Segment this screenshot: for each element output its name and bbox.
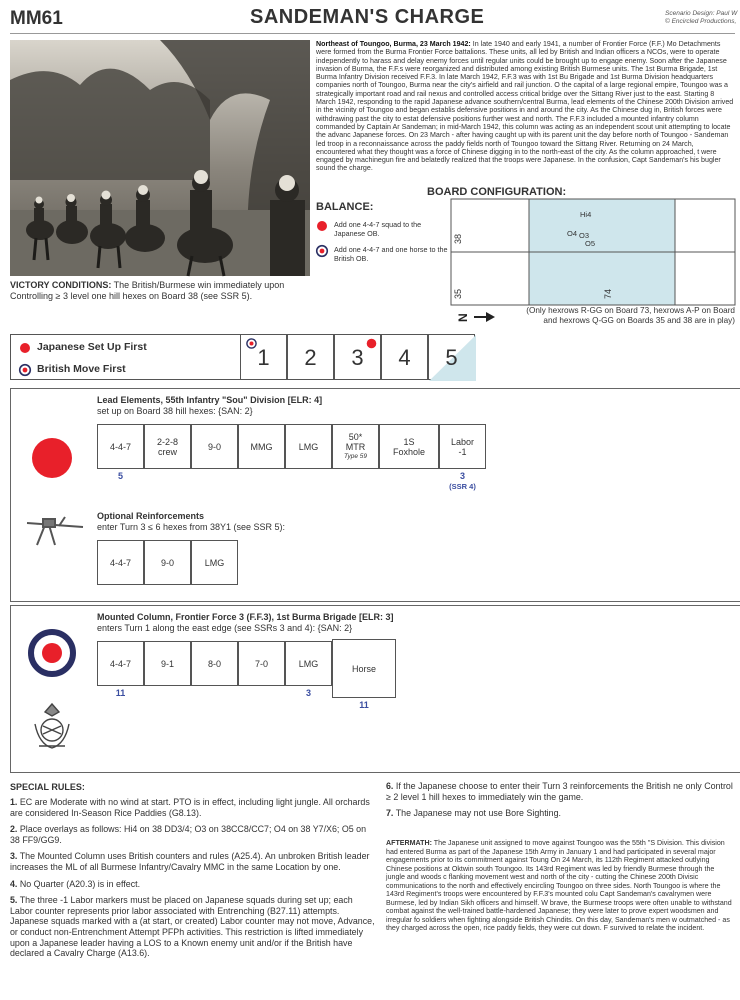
japanese-ob-setup: set up on Board 38 hill hexes: {SAN: 2} [97, 406, 253, 416]
counter-label: 9-0 [207, 441, 221, 452]
aftermath-body: The Japanese unit assigned to move against Toungoo was the 55th "S Division. This division had entered Burma as part of the Japanese 15th Army in January 1 and had participated in several major engagements prior to its commitment against Toung On 24 March, its 112th Regiment attacked outlying Chinese positions at Oktwin south Toungoo. Its 143rd Regiment was led by friendly Burmese through the jungle and woods c flanking movement west and north of the city - cutting the Chinese 200th Divisic communications to the north and effectively encircling Toungoo on three sides. North Toungoo is where the 143rd Regiment's troops were encountered by F.F.3's mounted colu Capt Sandeman's cavalrymen were Burmese, led by Indian Sikh officers and himself. W brave, the Burmese troops were often unable to withstand combat against the well-trained battle-hardened Japanese; they were later to prove expert woodsmen and irregular fo soldiers when fighting alongside British Chindits. On this day, Sandeman's men w outmatched - as they charged across the open, rice paddy fields, they were cut down. F survived to relate the incident. [386, 839, 732, 932]
japanese-reinforcement-icon [366, 338, 377, 349]
counter-british-lmg [285, 641, 332, 686]
counter-reinforcement-squad [97, 540, 144, 585]
balance-japanese [316, 220, 450, 238]
counter-japanese-squad [97, 424, 144, 469]
ssr-number: 5. [10, 895, 18, 906]
british-roundel-icon [316, 245, 328, 257]
japanese-setup-row [19, 341, 147, 353]
aftermath-text [386, 839, 735, 1000]
japanese-ob-title: Lead Elements, 55th Infantry "Sou" Division [ELR: 4] [97, 395, 323, 405]
counter-label: 2-2-8 [156, 436, 178, 447]
ssr-3 [10, 851, 376, 872]
ssr-number: 1. [10, 797, 18, 807]
north-arrow-icon [458, 310, 498, 324]
counter-japanese-foxhole [379, 424, 439, 469]
ssr-text: Place overlays as follows: Hi4 on 38 DD3/4; O3 on 38CC8/CC7; O4 on 38 Y7/X6; O5 on 38 FF9/GG9. [10, 824, 367, 845]
board-config-note: (Only hexrows R-GG on Board 73, hexrows A-P on Board and hexrows Q-GG on Boards 35 and 38 are in play) [526, 306, 735, 325]
counter-japanese-mmg [238, 424, 285, 469]
turn-record-track [240, 334, 480, 380]
counter-label: 8-0 [207, 658, 221, 669]
british-roundel-icon [29, 630, 75, 676]
british-ob-title: Mounted Column, Frontier Force 3 (F.F.3), 1st Burma Brigade [ELR: 3] [97, 612, 394, 622]
intro-location-date: Northeast of Toungoo, Burma, 23 March 1942: [316, 40, 471, 48]
north-arrow-label: N [456, 313, 470, 322]
ssr-text: The three -1 Labor markers must be placed on Japanese squads during set up; each Labor counter represents prior labor associated with Entrenching (B27.11) attempts. Japanese squads marked with a (at start, or created) Labor counter may not move, Advance, or conduct non-Entrenchment Attempt PFPh activities. This restriction is lifted immediately upon a Japanese leader having a LOS to a Known enemy unit and/or if the British have declared a Cavalry Charge (A13.6). [10, 895, 375, 959]
counter-label: Labor [450, 436, 475, 447]
turn-5-number: 5 [445, 345, 458, 370]
counter-label: 9-1 [160, 658, 174, 669]
balance-japanese-text: Add one 4-4-7 squad to the Japanese OB. [334, 220, 422, 238]
counter-label: 50* [348, 431, 363, 442]
title-divider [10, 33, 735, 34]
balance-british-text: Add one 4-4-7 and one horse to the British OB. [334, 245, 448, 263]
counter-sublabel: Foxhole [392, 446, 426, 457]
balance-heading: BALANCE: [316, 201, 374, 213]
ssr-text: If the Japanese choose to enter their Turn 3 reinforcements the British ne only Control ≥ 2 level 1 hill hexes to immediately win the game. [386, 781, 733, 802]
japanese-labor-note: (SSR 4) [449, 482, 476, 491]
japanese-rising-sun-icon [316, 220, 328, 232]
victory-conditions [10, 280, 312, 302]
aftermath-label: AFTERMATH: [386, 839, 432, 847]
board-config-heading: BOARD CONFIGURATION: [427, 186, 567, 198]
ssr-text: The Japanese may not use Bore Sighting. [393, 808, 561, 819]
counter-british-leader-9-1 [144, 641, 191, 686]
board-label-35: 35 [453, 288, 463, 299]
ssr-number: 4. [10, 878, 18, 889]
british-horse-count: 11 [359, 700, 369, 710]
counter-label: 7-0 [254, 658, 268, 669]
british-roundel-icon [246, 338, 257, 349]
counter-type-label: Type 59 [343, 452, 367, 460]
counter-japanese-crew [144, 424, 191, 469]
turn-2-number: 2 [304, 345, 317, 370]
board-label-38: 38 [453, 233, 463, 244]
british-lmg-count: 3 [305, 688, 311, 698]
japanese-rising-sun-icon [19, 342, 31, 354]
counter-label: LMG [298, 441, 319, 452]
counter-sublabel: MTR [345, 441, 366, 452]
regimental-badge-icon [29, 700, 75, 754]
overlay-label-o4: O4 [567, 229, 578, 238]
counter-label: 9-0 [160, 557, 174, 568]
counter-japanese-labor [439, 424, 486, 469]
ssr-number: 6. [386, 781, 394, 791]
ssr-text: No Quarter (A20.3) is in effect. [17, 878, 141, 889]
victory-label: VICTORY CONDITIONS: [10, 280, 112, 290]
counter-label: 4-4-7 [109, 441, 131, 452]
counter-label: LMG [204, 557, 225, 568]
ssr-text: EC are Moderate with no wind at start. PTO is in effect, including light jungle. All orchards are considered In-Season Rice Paddies (G8.13). [10, 797, 370, 818]
north-arrow [458, 310, 498, 327]
optional-reinforcements-text: enter Turn 3 ≤ 6 hexes from 38Y1 (see SSR 5): [97, 522, 286, 532]
turn-4-box [381, 334, 428, 380]
overlay-label-hi4: Hi4 [580, 210, 592, 219]
ssr-7 [386, 808, 735, 819]
design-credit-line-1: Scenario Design: Paul W [665, 10, 738, 17]
scenario-title: SANDEMAN'S CHARGE [250, 6, 485, 28]
counter-reinforcement-leader [144, 540, 191, 585]
design-credit [665, 10, 737, 26]
optional-reinforcements-title: Optional Reinforcements [97, 511, 205, 521]
counter-label: MMG [250, 441, 273, 452]
turn-2-box [287, 334, 334, 380]
british-ob-setup: enters Turn 1 along the east edge (see SSRs 3 and 4): {SAN: 2} [97, 623, 353, 633]
japanese-ob-section [10, 388, 740, 602]
design-credit-line-2: © Encircled Productions, [665, 18, 737, 25]
british-squad-count: 11 [115, 688, 126, 698]
counter-label: Horse [351, 663, 376, 674]
ssr-5 [10, 895, 376, 959]
turn-5-box [428, 334, 475, 380]
ssr-1 [10, 797, 376, 818]
ssr-number: 2. [10, 824, 18, 835]
ssr-4 [10, 879, 376, 890]
british-ob-section [10, 605, 740, 773]
counter-british-horse [332, 639, 396, 698]
counter-british-squad [97, 641, 144, 686]
counter-japanese-mortar [332, 424, 379, 469]
counter-sublabel: crew [157, 446, 177, 457]
british-roundel-icon [19, 364, 31, 376]
counter-british-leader-7-0 [238, 641, 285, 686]
japanese-rising-sun-icon [31, 437, 73, 479]
counter-label: LMG [298, 658, 319, 669]
ssr-number: 3. [10, 851, 18, 862]
special-rules-right-column [386, 781, 735, 825]
machine-gun-icon [25, 513, 85, 549]
counter-japanese-leader [191, 424, 238, 469]
special-rules-left-column [10, 797, 376, 965]
special-rules-heading: SPECIAL RULES: [10, 782, 85, 792]
japanese-squad-count: 5 [117, 471, 123, 481]
balance-british [316, 245, 450, 263]
historical-photo [10, 40, 310, 276]
historical-intro [316, 40, 735, 192]
ssr-6 [386, 781, 735, 802]
turn-3-box [334, 334, 381, 380]
british-move-row [19, 363, 126, 375]
counter-label: 4-4-7 [109, 658, 131, 669]
turn-1-number: 1 [257, 345, 270, 370]
board-configuration-map [451, 199, 735, 305]
counter-reinforcement-lmg [191, 540, 238, 585]
board-label-74: 74 [603, 288, 613, 299]
counter-british-leader-8-0 [191, 641, 238, 686]
counter-label: 1S [403, 436, 415, 447]
turn-4-number: 4 [398, 345, 411, 370]
british-move-label: British Move First [37, 363, 126, 375]
japanese-setup-label: Japanese Set Up First [37, 341, 147, 353]
setup-order-box [10, 334, 240, 380]
intro-text: In late 1940 and early 1941, a number of Frontier Force (F.F.) Mo Detachments were formed from the Burma Frontier Force battalions. These units, all led by British and Indian officers a NCOs, were to operate independently to harass and delay enemy forces until regular units could be brought up to engage enemy. Soon after the Japanese invasion of Burma, the F.F.s were reorganized and distributed among existing British Burmese units. The 1st Burma Brigade, 1st Burma Infantry Division received F.F.3. In late March 1942, F.F.3 was with 1st Bu Brigade and 1st Burma Division headquarters companies north of Toungoo, Burma near the city's airfield and rail junction. O the capital of a large regional empire, Toungoo was a strategically important road and rail nexus and controlled access critical bridge over the Sittang River just to the east. Starting 8 March 1942, responding to the rapid Japanese advance southern/central Burma, lead elements of the Chinese 200th Division arrived in the vicinity of Toungoo and began establis defensive positions in and around the city. As the Chinese dug in, British forces were withdrawing past the city to estat defensive positions further west and north. The F.F.3 included a mounted infantry column commanded by Captain Ar Sandeman; in mid-March 1942, this column was acting as an independent scout unit attempting to locate the advanc Japanese forces. On 23 March - after having caught up with its parent unit the day before north of Toungoo - Sandeman led troop in a reconnaissance across the paddy fields north of Toungoo toward the Sittang River. Returning on 24 March, encountered what they thought was a force of Chinese digging in to the north-east of the city. As the column approached, t were engaged by machinegun fire and belatedly realized that the troops were Japanese. In the confusion, Capt Sandeman's his bugler sound the charge. [316, 40, 734, 173]
overlay-label-o3: O3 [579, 231, 590, 240]
ssr-number: 7. [386, 808, 394, 819]
victory-text: The British/Burmese win immediately upon Controlling ≥ 3 level one hill hexes on Board 38 (see SSR 5). [10, 280, 285, 301]
ssr-text: The Mounted Column uses British counters and rules (A25.4). An unbroken British leader increases the ML of all Burmese Infantry/Cavalry MMC in the same Location by one. [10, 851, 370, 872]
overlay-label-o5: O5 [585, 239, 596, 248]
scenario-id: MM61 [10, 8, 63, 29]
turn-1-box [240, 334, 287, 380]
ssr-2 [10, 824, 376, 845]
counter-label: 4-4-7 [109, 557, 131, 568]
turn-3-number: 3 [351, 345, 364, 370]
counter-japanese-lmg [285, 424, 332, 469]
counter-sublabel: -1 [458, 446, 467, 457]
japanese-labor-count: 3 [459, 471, 465, 481]
